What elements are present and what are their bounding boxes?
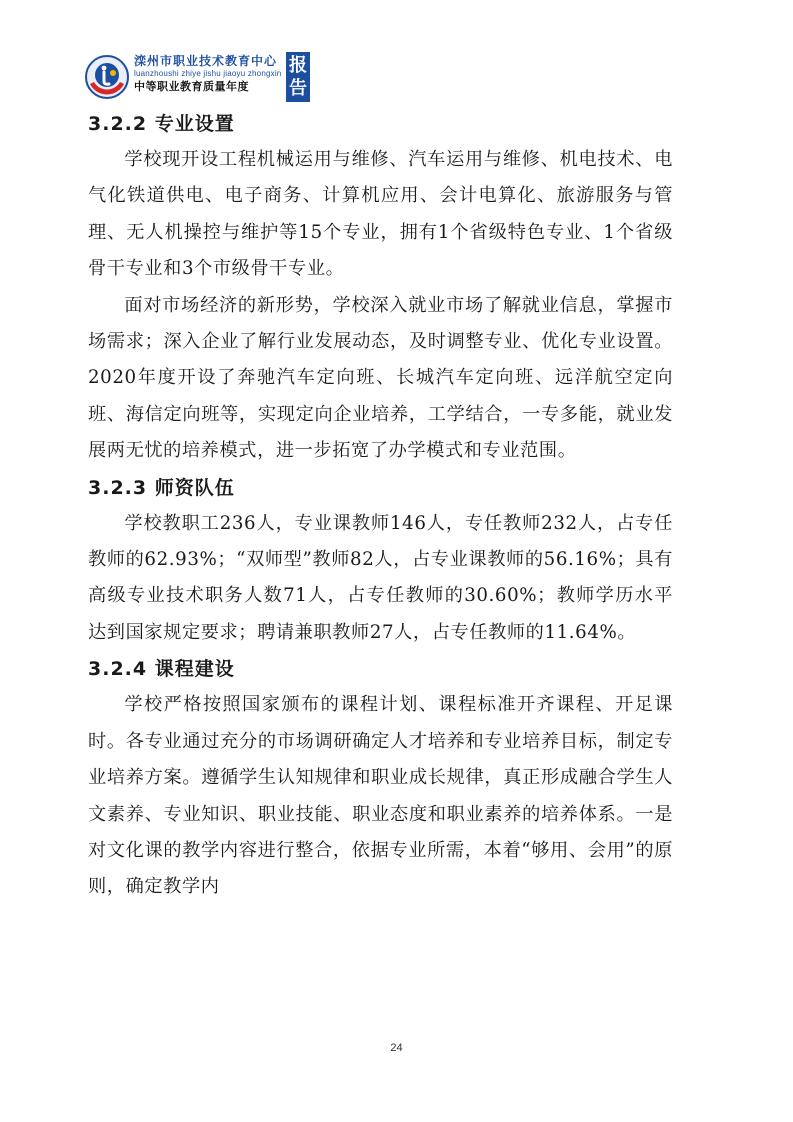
section-major-setup bbox=[88, 106, 673, 470]
report-title: 中等职业教育质量年度 bbox=[134, 80, 249, 93]
paragraph: 学校教职工236人，专业课教师146人，专任教师232人，占专任教师的62.93%；“双师型”教师82人，占专业课教师的56.16%；具有高级专业技术职务人数71人，占专任教师的30.60%；教师学历水平达到国家规定要求；聘请兼职教师27人，占专任教师的11.64%。 bbox=[88, 512, 673, 643]
org-pinyin: luanzhoushi zhiye jishu jiaoyu zhongxin bbox=[134, 69, 282, 78]
org-block bbox=[134, 54, 281, 94]
section-curriculum bbox=[88, 651, 673, 905]
badge-char: 报 bbox=[289, 55, 307, 76]
report-header bbox=[84, 52, 314, 104]
section-heading: 3.2.2 专业设置 bbox=[88, 113, 235, 135]
report-badge bbox=[286, 52, 310, 102]
paragraph: 面对市场经济的新形势，学校深入就业市场了解就业信息，掌握市场需求；深入企业了解行业发展动态，及时调整专业、优化专业设置。2020年度开设了奔驰汽车定向班、长城汽车定向班、远洋航空定向班、海信定向班等，实现定向企业培养，工学结合，一专多能，就业发展两无忧的培养模式，进一步拓宽了办学模式和专业范围。 bbox=[88, 294, 673, 462]
paragraph: 学校现开设工程机械运用与维修、汽车运用与维修、机电技术、电气化铁道供电、电子商务、计算机应用、会计电算化、旅游服务与管理、无人机操控与维护等15个专业，拥有1个省级特色专业、1个省级骨干专业和3个市级骨干专业。 bbox=[88, 149, 673, 280]
org-name: 滦州市职业技术教育中心 bbox=[134, 54, 278, 68]
section-faculty bbox=[88, 470, 673, 652]
section-heading: 3.2.4 课程建设 bbox=[88, 658, 235, 681]
badge-char: 告 bbox=[289, 78, 307, 99]
section-heading: 3.2.3 师资队伍 bbox=[88, 476, 235, 499]
paragraph: 学校严格按照国家颁布的课程计划、课程标准开齐课程、开足课时。各专业通过充分的市场调研确定人才培养和专业培养目标，制定专业培养方案。遵循学生认知规律和职业成长规律，真正形成融合学生人文素养、专业知识、职业技能、职业态度和职业素养的培养体系。一是对文化课的教学内容进行整合，依据专业所需，本着“够用、会用”的原则，确定教学内 bbox=[88, 694, 673, 898]
page-number: 24 bbox=[390, 1042, 403, 1054]
document-body bbox=[88, 106, 673, 906]
school-logo-icon bbox=[84, 54, 130, 100]
